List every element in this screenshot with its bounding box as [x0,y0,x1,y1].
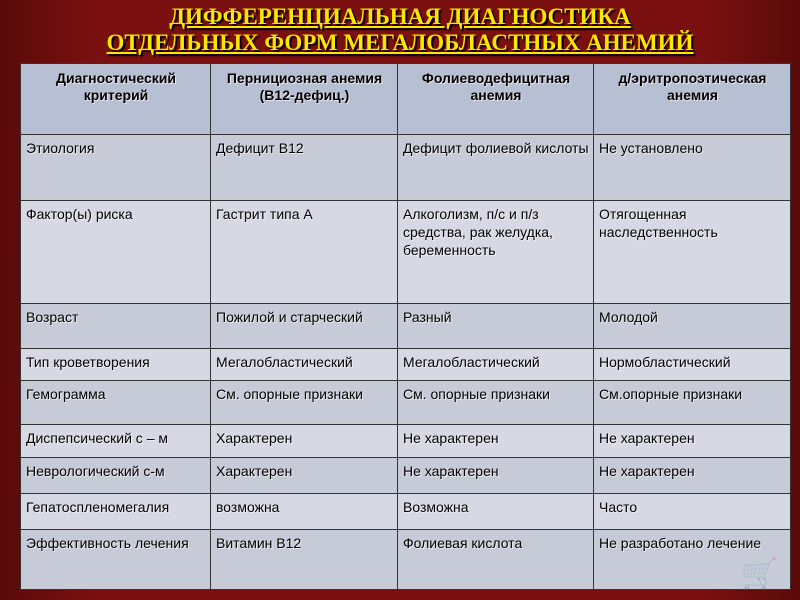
table-cell: Нормобластический [594,349,791,381]
table-cell: Не характерен [398,425,594,458]
title-line-1: ДИФФЕРЕНЦИАЛЬНАЯ ДИАГНОСТИКА [169,4,631,29]
table-cell: Дефицит фолиевой кислоты [398,135,594,201]
table-cell: возможна [211,494,398,530]
table-cell: Этиология [21,135,211,201]
table-cell: Мегалобластический [398,349,594,381]
table-row [21,201,791,304]
table-row [21,381,791,425]
table-row [21,135,791,201]
table-header-row [21,64,791,135]
table-row [21,530,791,590]
table-cell: Гемограмма [21,381,211,425]
table-row [21,304,791,349]
table-cell: Не характерен [398,458,594,494]
table-cell: Витамин В12 [211,530,398,590]
table-cell: Не разработано лечение [594,530,791,590]
table-cell: Разный [398,304,594,349]
table-cell: Гастрит типа А [211,201,398,304]
table-cell: См. опорные признаки [211,381,398,425]
table-row [21,425,791,458]
table-cell: Возраст [21,304,211,349]
table-cell: Характерен [211,425,398,458]
table-cell: Возможна [398,494,594,530]
header-criterion: Диагностический критерий [21,64,211,135]
table-cell: Тип кроветворения [21,349,211,381]
table-cell: Алкоголизм, п/с и п/з средства, рак желудка, беременность [398,201,594,304]
table-cell: Характерен [211,458,398,494]
page-title [0,4,800,56]
table-cell: Не характерен [594,458,791,494]
cart-icon: 🛒 [740,557,778,592]
table-cell: Дефицит В12 [211,135,398,201]
table-row [21,494,791,530]
table-cell: Диспепсический с – м [21,425,211,458]
header-dyserythropoietic: д/эритропоэтическая анемия [594,64,791,135]
diagnosis-table [20,63,791,590]
table-cell: Мегалобластический [211,349,398,381]
table-cell: Фолиевая кислота [398,530,594,590]
table-cell: Часто [594,494,791,530]
header-folate: Фолиеводефицитная анемия [398,64,594,135]
table-cell: См.опорные признаки [594,381,791,425]
table-cell: Фактор(ы) риска [21,201,211,304]
table-cell: Эффективность лечения [21,530,211,590]
table-cell: Молодой [594,304,791,349]
header-pernicious: Пернициозная анемия (В12-дефиц.) [211,64,398,135]
table-cell: Неврологический с-м [21,458,211,494]
table-row [21,349,791,381]
table-cell: Гепатоспленомегалия [21,494,211,530]
table-cell: Не установлено [594,135,791,201]
table-row [21,458,791,494]
table-cell: Не характерен [594,425,791,458]
table-cell: Отягощенная наследственность [594,201,791,304]
table-cell: См. опорные признаки [398,381,594,425]
title-line-2: ОТДЕЛЬНЫХ ФОРМ МЕГАЛОБЛАСТНЫХ АНЕМИЙ [106,30,694,55]
table-cell: Пожилой и старческий [211,304,398,349]
